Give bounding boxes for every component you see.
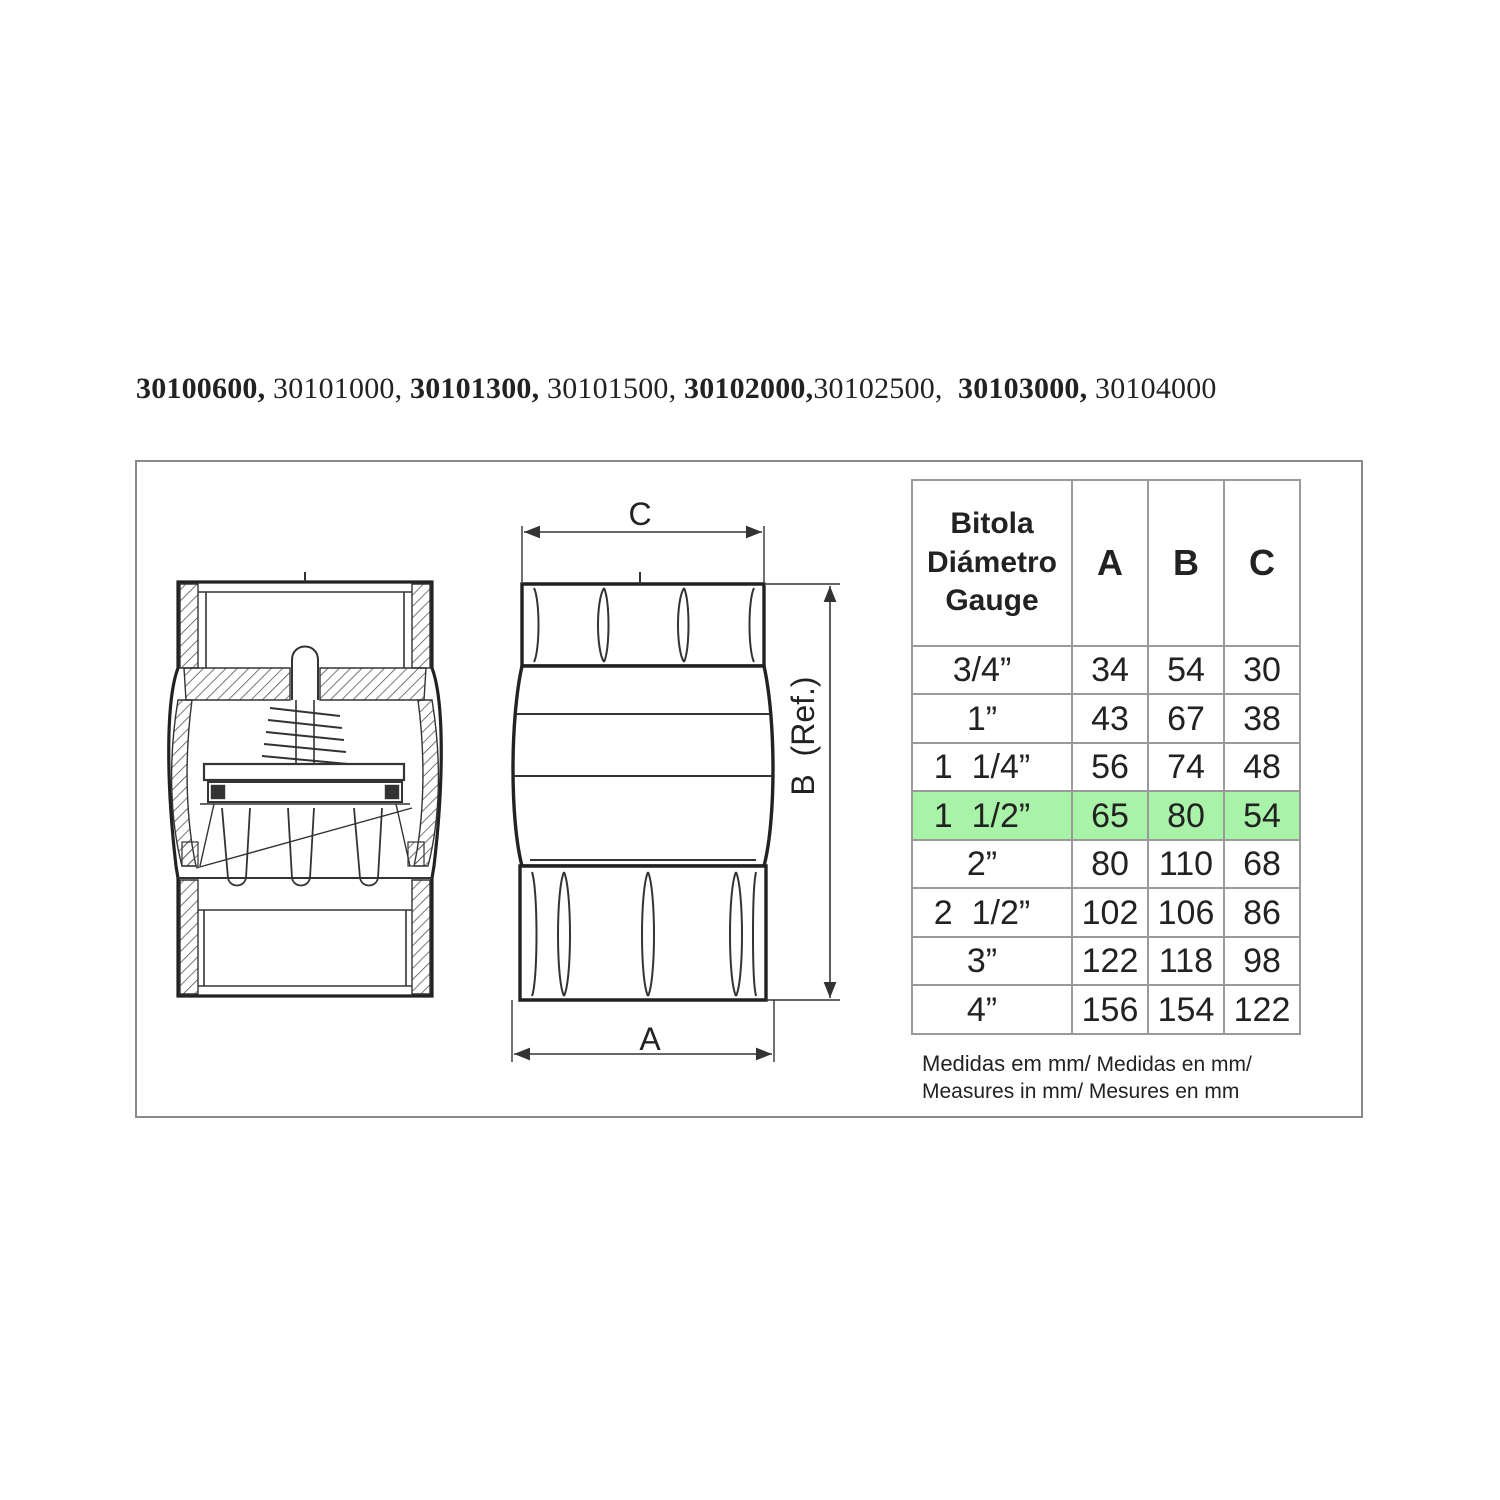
c-cell: 98 [1224, 937, 1300, 986]
gauge-cell: 3” [912, 937, 1072, 986]
a-cell: 80 [1072, 840, 1148, 889]
table-row [912, 985, 1300, 1034]
a-cell: 122 [1072, 937, 1148, 986]
units-text: Medidas en mm/ [1090, 1053, 1252, 1076]
c-cell: 48 [1224, 743, 1300, 792]
units-text: Medidas em mm/ [922, 1051, 1091, 1076]
b-cell: 154 [1148, 985, 1224, 1034]
a-cell: 102 [1072, 888, 1148, 937]
c-cell: 68 [1224, 840, 1300, 889]
gauge-cell: 3/4” [912, 646, 1072, 695]
gauge-header-line: Diámetro [926, 545, 1058, 579]
col-c-header: C [1224, 480, 1300, 646]
b-cell: 67 [1148, 694, 1224, 743]
c-cell: 122 [1224, 985, 1300, 1034]
gauge-cell: 4” [912, 985, 1072, 1034]
table-header-row [912, 480, 1300, 646]
c-cell: 86 [1224, 888, 1300, 937]
a-cell: 65 [1072, 791, 1148, 840]
a-cell: 56 [1072, 743, 1148, 792]
b-cell: 110 [1148, 840, 1224, 889]
product-code: 30101500, [539, 372, 677, 405]
units-text: Measures in mm/ Mesures en mm [922, 1079, 1240, 1103]
c-cell: 54 [1224, 791, 1300, 840]
b-cell: 106 [1148, 888, 1224, 937]
col-b-header: B [1148, 480, 1224, 646]
dimension-c-label: C [628, 496, 652, 532]
product-code: 30103000, [942, 372, 1088, 405]
table-row [912, 743, 1300, 792]
table-row [912, 694, 1300, 743]
b-cell: 54 [1148, 646, 1224, 695]
gauge-cell: 1 1/4” [912, 743, 1072, 792]
product-code: 30101000, [265, 372, 403, 405]
gauge-header-line: Bitola [950, 507, 1034, 541]
gauge-cell: 1” [912, 694, 1072, 743]
dimensions-table [911, 479, 1301, 1035]
section-view [169, 572, 442, 996]
product-code: 30102500, [813, 372, 943, 405]
b-cell: 118 [1148, 937, 1224, 986]
gauge-cell: 1 1/2” [912, 791, 1072, 840]
b-cell: 80 [1148, 791, 1224, 840]
gauge-cell: 2” [912, 840, 1072, 889]
gauge-header [912, 480, 1072, 646]
product-code: 30101300, [402, 372, 540, 405]
table-row-highlighted [912, 791, 1300, 840]
col-a-header: A [1072, 480, 1148, 646]
dimension-a-label: A [639, 1021, 661, 1057]
a-cell: 34 [1072, 646, 1148, 695]
dimension-b-label: B (Ref.) [785, 676, 821, 796]
c-cell: 30 [1224, 646, 1300, 695]
b-cell: 74 [1148, 743, 1224, 792]
gauge-cell: 2 1/2” [912, 888, 1072, 937]
a-cell: 43 [1072, 694, 1148, 743]
gauge-header-line: Gauge [945, 584, 1039, 618]
product-code: 30100600, [136, 372, 266, 405]
table-row [912, 888, 1300, 937]
table-row [912, 937, 1300, 986]
table-row [912, 646, 1300, 695]
table-row [912, 840, 1300, 889]
units-note [922, 1050, 1252, 1106]
a-cell: 156 [1072, 985, 1148, 1034]
product-code: 30102000, [676, 372, 814, 405]
c-cell: 38 [1224, 694, 1300, 743]
product-code: 30104000 [1087, 372, 1217, 405]
